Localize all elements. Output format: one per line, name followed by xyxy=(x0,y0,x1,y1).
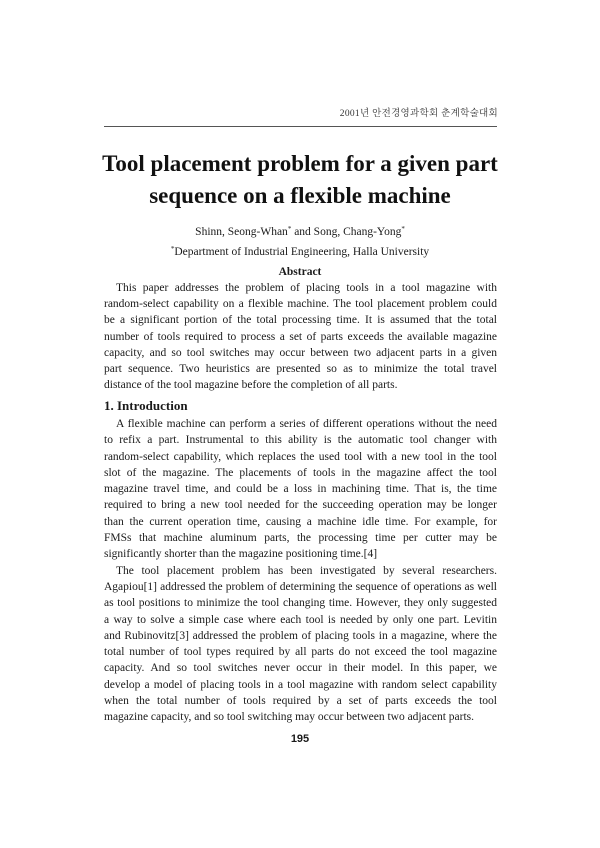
author-block xyxy=(60,221,540,261)
author-2-mark: * xyxy=(401,225,405,233)
body-line: total number of tool types required by all parts do not exceed the tool magazine xyxy=(104,646,497,659)
author-2: and Song, Chang-Yong xyxy=(291,226,402,238)
running-head: 2001년 안전경영과학회 춘계학술대회 xyxy=(339,109,498,119)
paper-title xyxy=(60,148,540,212)
body-line: than the current operation time, causing a machine idle time. For example, for xyxy=(104,515,497,528)
abstract-line: number of tools required to process a set of parts exceeds the available magazine xyxy=(104,330,497,343)
body-line: a way to solve a simple case where each tool is needed by only one part. Levitin xyxy=(104,613,497,626)
body-line: as tool positions to minimize the tool changing time. However, they only suggested xyxy=(104,597,497,610)
body-line: slot of the magazine. The placements of tools in the magazine affect the tool xyxy=(104,466,497,479)
body-line: capacity. And so tool switches never occur in their model. In this paper, we xyxy=(104,662,497,675)
body-line: magazine capacity, and so tool switching may occur between two adjacent parts. xyxy=(104,711,474,724)
author-names xyxy=(60,221,540,241)
body-line: random-select capability, which replaces the used tool with a new tool in the tool xyxy=(104,450,497,463)
body-line: Agapiou[1] addressed the problem of determining the sequence of operations as well xyxy=(104,580,497,593)
body-line: significantly shorter than the magazine positioning time.[4] xyxy=(104,548,378,561)
body-line: The tool placement problem has been investigated by several researchers. xyxy=(116,564,497,577)
abstract-line: distance of the tool magazine before the completion of all parts. xyxy=(104,379,398,392)
author-1: Shinn, Seong-Whan xyxy=(195,226,288,238)
affiliation-text: Department of Industrial Engineering, Halla University xyxy=(174,246,430,258)
body-line: to refix a part. Instrumental to this ability is the automatic tool changer with xyxy=(104,434,497,447)
affiliation-mark: * xyxy=(170,245,175,253)
abstract-line: This paper addresses the problem of placing tools in a tool magazine with xyxy=(116,282,497,294)
body-line: FMSs that machine aluminum parts, the processing time per cutter may be xyxy=(104,532,497,545)
section-heading-introduction: 1. Introduction xyxy=(104,398,188,413)
title-line: Tool placement problem for a given part xyxy=(102,151,498,176)
introduction-body xyxy=(104,416,497,726)
body-line: A flexible machine can perform a series of different operations without the need xyxy=(116,418,497,430)
author-1-mark: * xyxy=(287,225,292,233)
abstract-line: part sequence. Two heuristics are presented so as to minimize the total travel xyxy=(104,363,497,376)
abstract-body xyxy=(104,280,497,393)
body-line: and Rubinovitz[3] addressed the problem of placing tools in a magazine, where the xyxy=(104,629,497,642)
page-number: 195 xyxy=(290,733,310,745)
abstract-line: be a significant portion of the total processing time. It is assumed that the total xyxy=(104,314,497,327)
body-line: develop a model of placing tools in a tool magazine with random select capability xyxy=(104,678,497,691)
abstract-line: capacity, and so tool switches may occur between two adjacent parts in a given xyxy=(104,346,497,359)
body-line: required to bring a new tool needed for the succeeding operation may be longer xyxy=(104,499,497,512)
body-line: when the total number of tools required by a set of parts exceeds the tool xyxy=(104,695,497,708)
author-affiliation xyxy=(60,241,540,261)
header-rule xyxy=(104,126,497,127)
abstract-line: random-select capability on a flexible machine. The tool placement problem could xyxy=(104,298,497,311)
abstract-heading: Abstract xyxy=(278,266,322,278)
body-line: magazine travel time, and could be a loss in machining time. That is, the time xyxy=(104,483,497,496)
title-line: sequence on a flexible machine xyxy=(149,183,451,208)
